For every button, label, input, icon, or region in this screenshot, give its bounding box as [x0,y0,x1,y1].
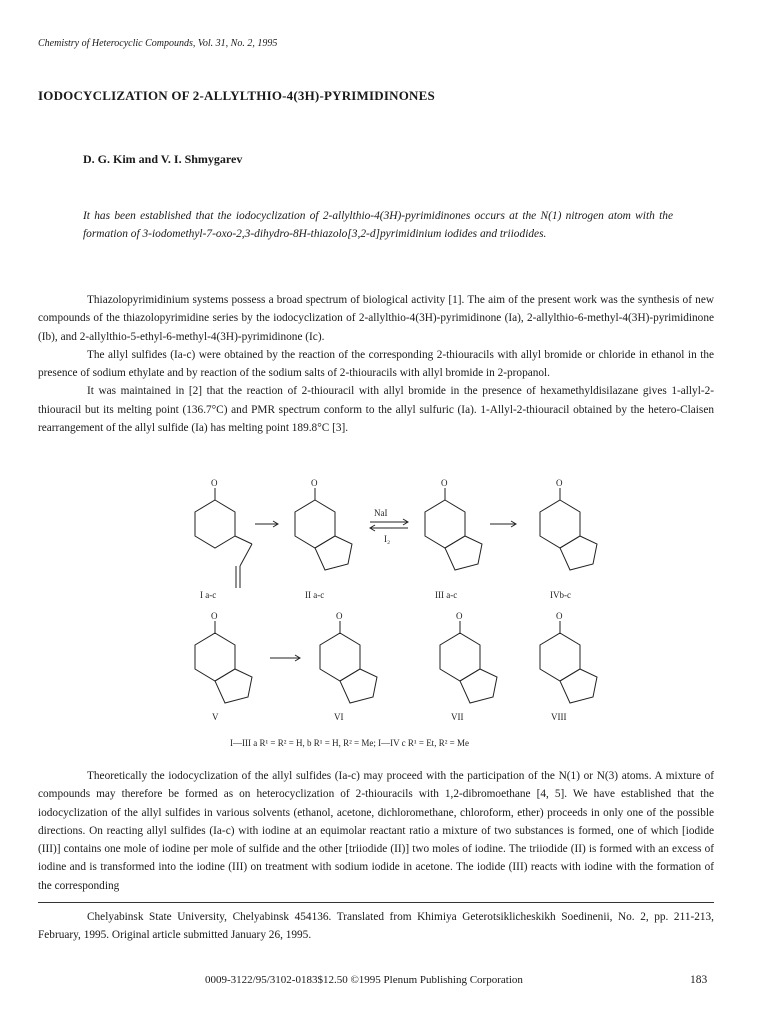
structure-VIII [540,621,597,703]
svg-text:O: O [311,478,318,488]
article-title: IODOCYCLIZATION OF 2-ALLYLTHIO-4(3H)-PYRIMIDINONES [38,88,435,103]
label-V: V [212,712,219,722]
structure-I [195,488,252,588]
svg-text:O: O [556,478,563,488]
body-text-after-scheme [38,767,714,895]
paragraph: Thiazolopyrimidinium systems possess a broad spectrum of biological activity [1]. The aim of the present work was the synthesis of new compounds of the thiazolopyrimidine series by the iodocyclization of 2-allylthio-4(3H)-pyrimidinone (Ia), 2-allylthio-6-methyl-4(3H)-pyrimidinone (Ib), and 2-allylthio-5-ethyl-6-methyl-4(3H)-pyrimidinone (Ic). [38,294,714,343]
article-authors: D. G. Kim and V. I. Shmygarev [83,152,243,166]
structure-VII [440,621,497,703]
paragraph: It was maintained in [2] that the reaction of 2-thiouracil with allyl bromide in the presence of hexamethyldisilazane gives 1-allyl-2-thiouracil but its melting point (136.7°C) and PMR spectrum conform to the allyl sulfuric (Ia). 1-Allyl-2-thiouracil obtained by the hetero-Claisen rearrangement of the allyl sulfide (Ia) has melting point 189.8°C [3]. [38,385,714,435]
svg-text:I₂: I₂ [384,534,391,544]
scheme-caption: I—III a R¹ = R² = H, b R¹ = H, R² = Me; I—IV c R¹ = Et, R² = Me [230,738,469,748]
structure-VI [320,621,377,703]
label-III: III a-c [435,590,458,600]
structure-II [295,488,352,570]
label-II: II a-c [305,590,325,600]
journal-header: Chemistry of Heterocyclic Compounds, Vol. 31, No. 2, 1995 [38,38,278,49]
copyright-line: 0009-3122/95/3102-0183$12.50 ©1995 Plenum Publishing Corporation [205,974,523,986]
label-I: I a-c [200,590,217,600]
label-VIII: VIII [551,712,567,722]
structure-IV [540,488,597,570]
svg-text:O: O [456,611,463,621]
abstract: It has been established that the iodocyclization of 2-allylthio-4(3H)-pyrimidinones occurs at the N(1) nitrogen atom with the formation of 3-iodomethyl-7-oxo-2,3-dihydro-8H-thiazolo[3,2-d]pyrimidinium iodides and triiodides. [83,210,673,240]
label-VI: VI [334,712,344,722]
svg-text:O: O [556,611,563,621]
label-IV: IVb-c [550,590,571,600]
footnote-divider [38,902,714,903]
structure-V [195,621,252,703]
label-VII: VII [451,712,464,722]
paragraph: The allyl sulfides (Ia-c) were obtained by the reaction of the corresponding 2-thiouracils with allyl bromide or chloride in ethanol in the presence of sodium ethylate and by reaction of the sodium salts of 2-thiouracils with allyl bromide in 2-propanol. [38,348,714,380]
paragraph: Theoretically the iodocyclization of the allyl sulfides (Ia-c) may proceed with the participation of the N(1) or N(3) atoms. A mixture of compounds may therefore be formed as on heterocyclization of 2-thiouracils with 1,2-dibromoethane [4, 5]. We have established that the iodocyclization of the allyl sulfides in various solvents (ethanol, acetone, dichloromethane, chloroform, ether) proceeds in only one of the possible directions. On reacting allyl sulfides (Ia-c) with iodine at an equimolar reactant ratio a mixture of two substances is formed, one of which [iodide (III)] contains one mole of iodine per mole of sulfide and the other [triiodide (II)] two moles of iodine. The triiodide (II) is formed with an excess of iodine and is transformed into the iodine (III) on treatment with sodium iodide in acetone. The iodide (III) reacts with iodine with the formation of the corresponding [38,770,714,892]
body-text-before-scheme [38,291,714,437]
footnote: Chelyabinsk State University, Chelyabinsk 454136. Translated from Khimiya Geterotsiklicheskikh Soedinenii, No. 2, pp. 211-213, February, 1995. Original article submitted January 26, 1995. [38,911,714,941]
svg-text:O: O [211,611,218,621]
page-number: 183 [690,974,708,986]
svg-text:O: O [441,478,448,488]
svg-text:NaI: NaI [374,508,388,518]
structure-III [425,488,482,570]
svg-text:O: O [336,611,343,621]
reaction-scheme [160,478,610,753]
svg-text:O: O [211,478,218,488]
